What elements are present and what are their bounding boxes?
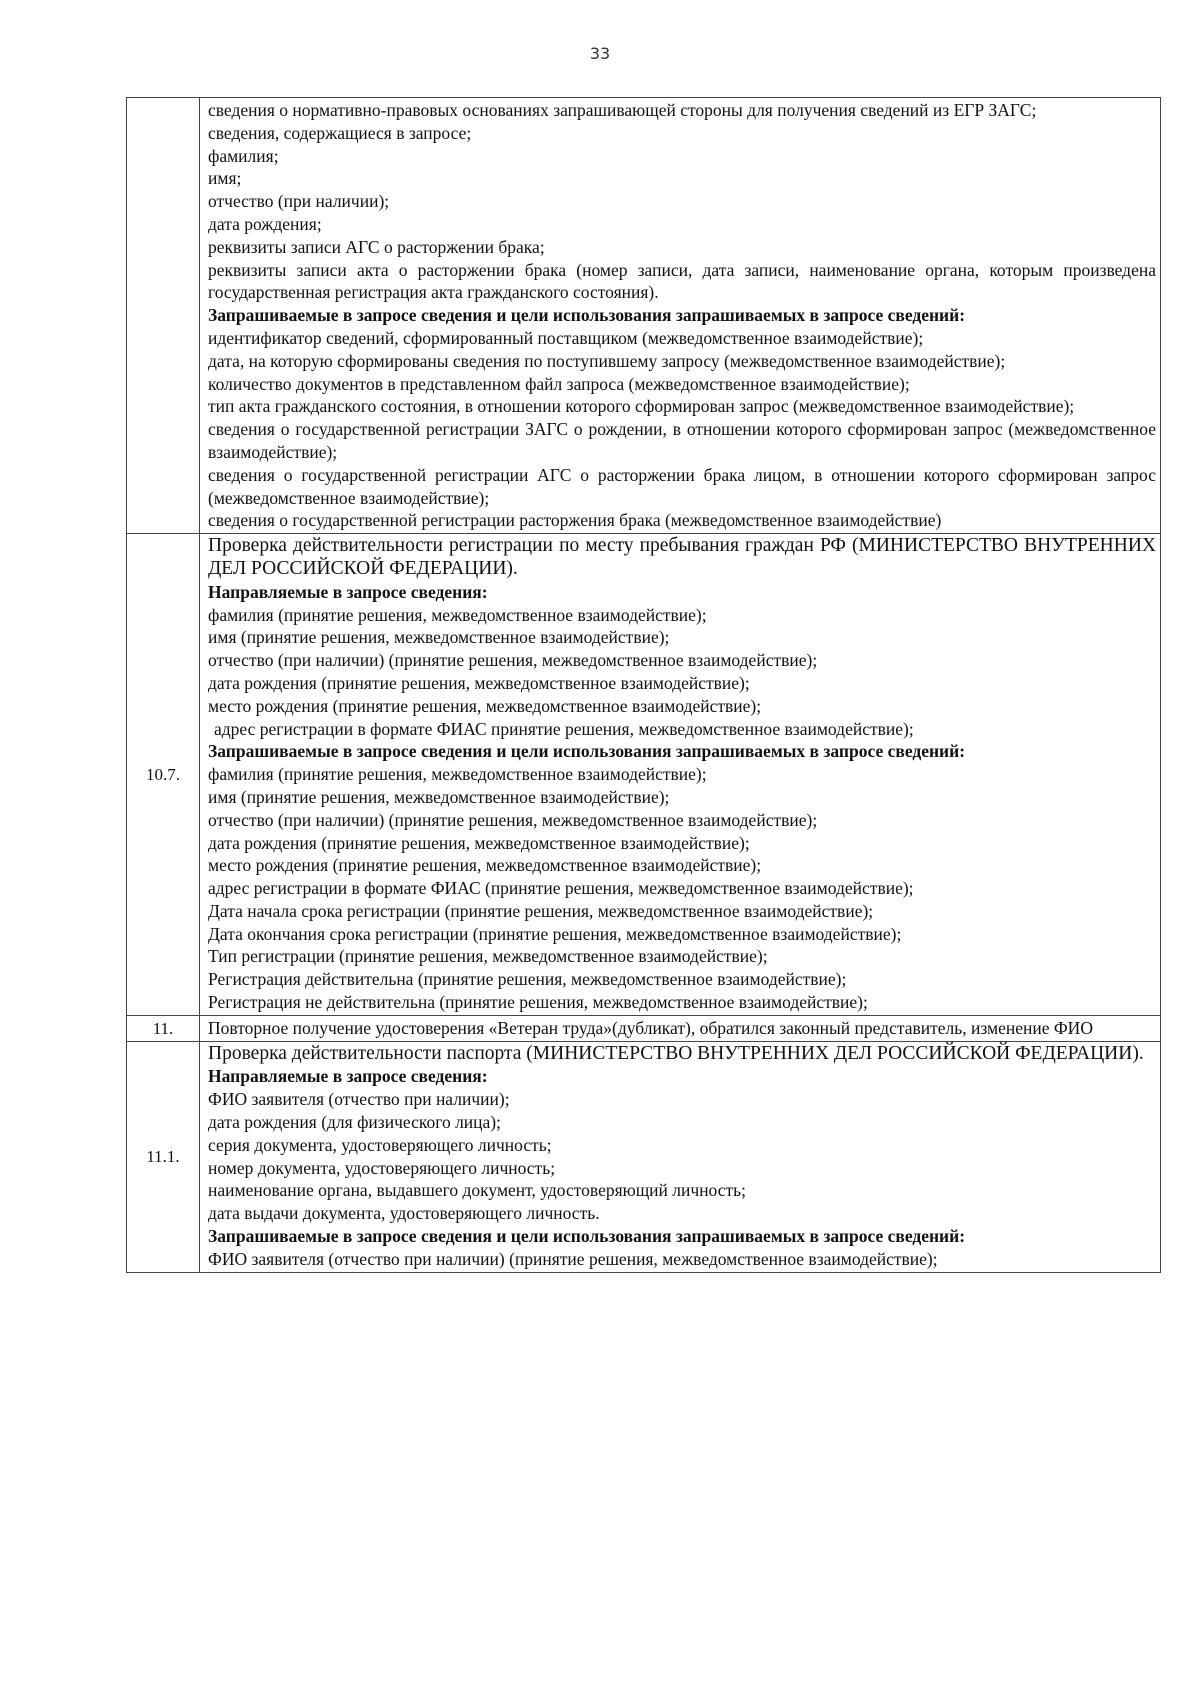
content-line: Тип регистрации (принятие решения, межведомственное взаимодействие); xyxy=(208,946,768,967)
content-line: сведения о нормативно-правовых основаниях запрашивающей стороны для получения сведений из ЕГР ЗАГС; xyxy=(208,100,1037,120)
content-line: реквизиты записи АГС о расторжении брака; xyxy=(208,236,545,257)
content-line: Регистрация не действительна (принятие решения, межведомственное взаимодействие); xyxy=(208,992,868,1013)
content-line: наименование органа, выдавшего документ, удостоверяющий личность; xyxy=(208,1180,746,1201)
content-line: тип акта гражданского состояния, в отношении которого сформирован запрос (межведомственное взаимодействие); xyxy=(208,396,1075,417)
content-line: ФИО заявителя (отчество при наличии) (принятие решения, межведомственное взаимодействие); xyxy=(208,1248,938,1269)
section-heading: Запрашиваемые в запросе сведения и цели использования запрашиваемых в запросе сведений: xyxy=(208,741,966,762)
content-line: имя; xyxy=(208,168,242,189)
content-line: адрес регистрации в формате ФИАС принятие решения, межведомственное взаимодействие); xyxy=(214,718,914,739)
section-heading: Запрашиваемые в запросе сведения и цели использования запрашиваемых в запросе сведений: xyxy=(208,1226,966,1247)
row-number: 11.1. xyxy=(127,1041,200,1272)
content-line: отчество (при наличии) (принятие решения, межведомственное взаимодействие); xyxy=(208,650,818,671)
content-line: сведения о государственной регистрации ЗАГС о рождении, в отношении которого сформирован запрос (межведомственное взаимодействие); xyxy=(208,419,1156,462)
row-number: 10.7. xyxy=(127,534,200,1016)
content-line: серия документа, удостоверяющего личность; xyxy=(208,1134,552,1155)
table-row xyxy=(127,98,1161,534)
section-heading: Направляемые в запросе сведения: xyxy=(208,581,488,602)
content-line: отчество (при наличии) (принятие решения, межведомственное взаимодействие); xyxy=(208,809,818,830)
document-table xyxy=(126,97,1161,1273)
row-content xyxy=(200,534,1161,1016)
table-row xyxy=(127,534,1161,1016)
table-row xyxy=(127,1041,1161,1272)
content-line: Дата начала срока регистрации (принятие решения, межведомственное взаимодействие); xyxy=(208,900,874,921)
content-line: место рождения (принятие решения, межведомственное взаимодействие); xyxy=(208,695,762,716)
content-line: фамилия (принятие решения, межведомственное взаимодействие); xyxy=(208,764,707,785)
content-line: место рождения (принятие решения, межведомственное взаимодействие); xyxy=(208,855,762,876)
content-line: адрес регистрации в формате ФИАС (принятие решения, межведомственное взаимодействие); xyxy=(208,878,914,899)
content-line: дата выдачи документа, удостоверяющего личность. xyxy=(208,1203,600,1224)
content-line: сведения о государственной регистрации расторжения брака (межведомственное взаимодействие) xyxy=(208,510,942,531)
content-line: дата, на которую сформированы сведения по поступившему запросу (межведомственное взаимодействие); xyxy=(208,350,1006,371)
content-line: имя (принятие решения, межведомственное взаимодействие); xyxy=(208,786,670,807)
content-line: Повторное получение удостоверения «Ветеран труда»(дубликат), обратился законный представитель, изменение ФИО xyxy=(208,1017,1093,1038)
content-line: сведения, содержащиеся в запросе; xyxy=(208,122,472,143)
content-line: Дата окончания срока регистрации (принятие решения, межведомственное взаимодействие); xyxy=(208,923,902,944)
content-line: дата рождения (принятие решения, межведомственное взаимодействие); xyxy=(208,672,750,693)
content-line: сведения о государственной регистрации АГС о расторжении брака лицом, в отношении которого сформирован запрос (межведомственное взаимодействие); xyxy=(208,464,1156,508)
content-line: фамилия (принятие решения, межведомственное взаимодействие); xyxy=(208,604,707,625)
content-line: Регистрация действительна (принятие решения, межведомственное взаимодействие); xyxy=(208,969,847,990)
table-row xyxy=(127,1015,1161,1041)
row-content xyxy=(200,1015,1161,1041)
content-line: дата рождения (для физического лица); xyxy=(208,1112,501,1133)
row-number: 11. xyxy=(127,1015,200,1041)
content-line: реквизиты записи акта о расторжении брака (номер записи, дата записи, наименование органа, которым произведена государственная регистрация акта гражданского состояния). xyxy=(208,259,1156,303)
content-line: дата рождения (принятие решения, межведомственное взаимодействие); xyxy=(208,832,750,853)
page-number: 33 xyxy=(589,44,611,63)
content-line: ФИО заявителя (отчество при наличии); xyxy=(208,1089,510,1110)
section-heading: Запрашиваемые в запросе сведения и цели использования запрашиваемых в запросе сведений: xyxy=(208,305,966,326)
content-line: дата рождения; xyxy=(208,213,322,234)
content-line: Проверка действительности паспорта (МИНИСТЕРСТВО ВНУТРЕННИХ ДЕЛ РОССИЙСКОЙ ФЕДЕРАЦИИ). xyxy=(208,1042,1144,1064)
content-line: фамилия; xyxy=(208,145,279,166)
row-number xyxy=(127,98,200,534)
content-line: имя (принятие решения, межведомственное взаимодействие); xyxy=(208,627,670,648)
content-line: идентификатор сведений, сформированный поставщиком (межведомственное взаимодействие); xyxy=(208,327,924,348)
section-heading: Направляемые в запросе сведения: xyxy=(208,1066,488,1087)
content-line: отчество (при наличии); xyxy=(208,191,390,212)
row-content xyxy=(200,98,1161,534)
content-line: номер документа, удостоверяющего личность; xyxy=(208,1157,556,1178)
content-line: Проверка действительности регистрации по месту пребывания граждан РФ (МИНИСТЕРСТВО ВНУТРЕННИХ ДЕЛ РОССИЙСКОЙ ФЕДЕРАЦИИ). xyxy=(208,535,1156,579)
content-line: количество документов в представленном файл запроса (межведомственное взаимодействие); xyxy=(208,373,910,394)
row-content xyxy=(200,1041,1161,1272)
